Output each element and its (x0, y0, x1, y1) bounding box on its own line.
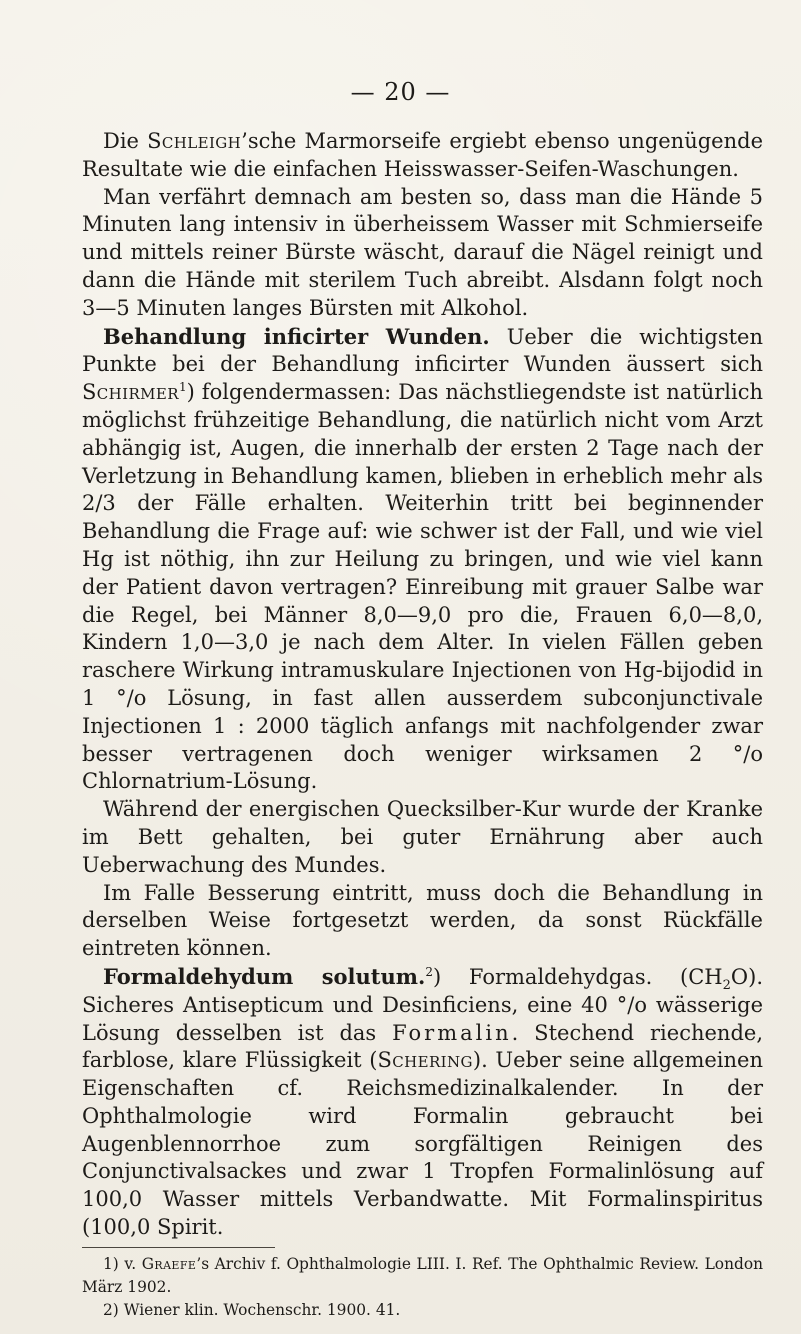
infected-wounds-text-3: der Fälle erhalten. Weiterhin tritt bei beginnender Behandlung die Frage auf: wie schwer ist der Fall, und wie viel Hg ist nöthig, ihn zur Heilung zu bringen, und wie viel kann der Patient davon vertragen? Einreibung mit grauer Salbe war die Regel, bei Männer 8,0—9,0 pro die, Frauen 6,0—8,0, Kindern 1,0—3,0 je nach dem Alter. In vielen Fällen geben raschere Wirkung intramuskulare Injectionen von Hg-bijodid in 1 °/o Lösung, in fast allen ausserdem subconjunctivale Injectionen 1 : 2000 täglich anfangs mit nachfolgender zwar besser vertragenen doch weniger wirksamen 2 °/o Chlornatrium-Lösung. (82, 491, 763, 794)
paragraph-infected-wounds (82, 323, 763, 797)
formalin-term: Formalin (392, 1020, 512, 1045)
footnote-1-marker: 1) v. (103, 1255, 142, 1273)
footnote-1 (82, 1253, 763, 1299)
footnote-2: 2) Wiener klin. Wochenschr. 1900. 41. (103, 1301, 401, 1320)
author-graefe: Graefe (141, 1255, 197, 1273)
formaldehyde-text-1: ) Formaldehydgas. (CH (432, 964, 723, 989)
page-number: — 20 — (350, 78, 451, 106)
paragraph-mercury-cure: Während der energischen Quecksilber-Kur wurde der Kranke im Bett gehalten, bei guter Ernährung aber auch Ueberwachung des Mundes. (82, 797, 763, 877)
paragraph-schleigh-soap (82, 128, 763, 184)
paragraph-formaldehyde (82, 963, 763, 1242)
paragraph-1-text: ’sche Marmorseife ergiebt ebenso ungenügende Resultate wie die einfachen Heisswasser-Seifen-Waschungen. (82, 129, 764, 181)
infected-wounds-text-2: ) folgendermassen: Das nächstliegendste ist natürlich möglichst frühzeitige Behandlung, die natürlich nicht vom Arzt abhängig ist, Augen, die innerhalb der ersten 2 Tage nach der Verletzung in Behandlung kamen, blieben in erheblich mehr als (82, 380, 763, 488)
formaldehyde-text-4: ). Ueber seine allgemeinen Eigenschaften cf. Reichsmedizinalkalender. In der Ophthalmologie wird Formalin gebraucht bei Augenblennorrhoe zum sorgfältigen Reinigen des Conjunctivalsackes und zwar 1 Tropfen Formalinlösung auf 100,0 Wasser mittels Verbandwatte. Mit Formalinspiritus (100,0 Spirit. (82, 1048, 763, 1240)
section-heading-formaldehyde: Formaldehydum solutum. (103, 963, 426, 989)
paragraph-1-prefix: Die (103, 129, 148, 153)
main-text (82, 128, 763, 1242)
infected-wounds-text-1: Ueber die wichtigsten Punkte bei der Behandlung inficirter Wunden äussert sich (82, 324, 763, 377)
footnote-divider (82, 1247, 275, 1248)
formaldehyde-text-2: O). Sicheres Antisepticum und Desinficiens, eine 40 °/o wässerige Lösung desselben ist das (82, 964, 763, 1045)
paragraph-continued-treatment: Im Falle Besserung eintritt, muss doch die Behandlung in derselben Weise fortgesetzt werden, da sonst Rückfälle eintreten können. (82, 880, 763, 961)
footnote-1-text: ’s Archiv f. Ophthalmologie LIII. I. Ref. The Ophthalmic Review. London März 1902. (82, 1255, 764, 1297)
formaldehyde-text-3: . Stechend riechende, farblose, klare Flüssigkeit ( (82, 1020, 763, 1073)
paragraph-hand-washing: Man verfährt demnach am besten so, dass man die Hände 5 Minuten lang intensiv in überheissem Wasser mit Schmierseife und mittels reiner Bürste wäscht, darauf die Nägel reinigt und dann die Hände mit sterilem Tuch abreibt. Alsdann folgt noch 3—5 Minuten langes Bürsten mit Alkohol. (82, 184, 763, 320)
footnote-ref-2: 2 (425, 964, 433, 979)
name-schleigh: Schleigh (147, 129, 242, 153)
footnote-ref-1: 1 (178, 380, 187, 395)
footnotes (82, 1253, 763, 1323)
two-thirds-fraction: 2/3 (82, 491, 116, 516)
source-schering: Schering (377, 1048, 473, 1073)
section-heading-infected-wounds: Behandlung inficirter Wunden. (103, 323, 490, 349)
author-schirmer: Schirmer (82, 380, 179, 405)
formula-subscript: 2 (722, 978, 731, 994)
